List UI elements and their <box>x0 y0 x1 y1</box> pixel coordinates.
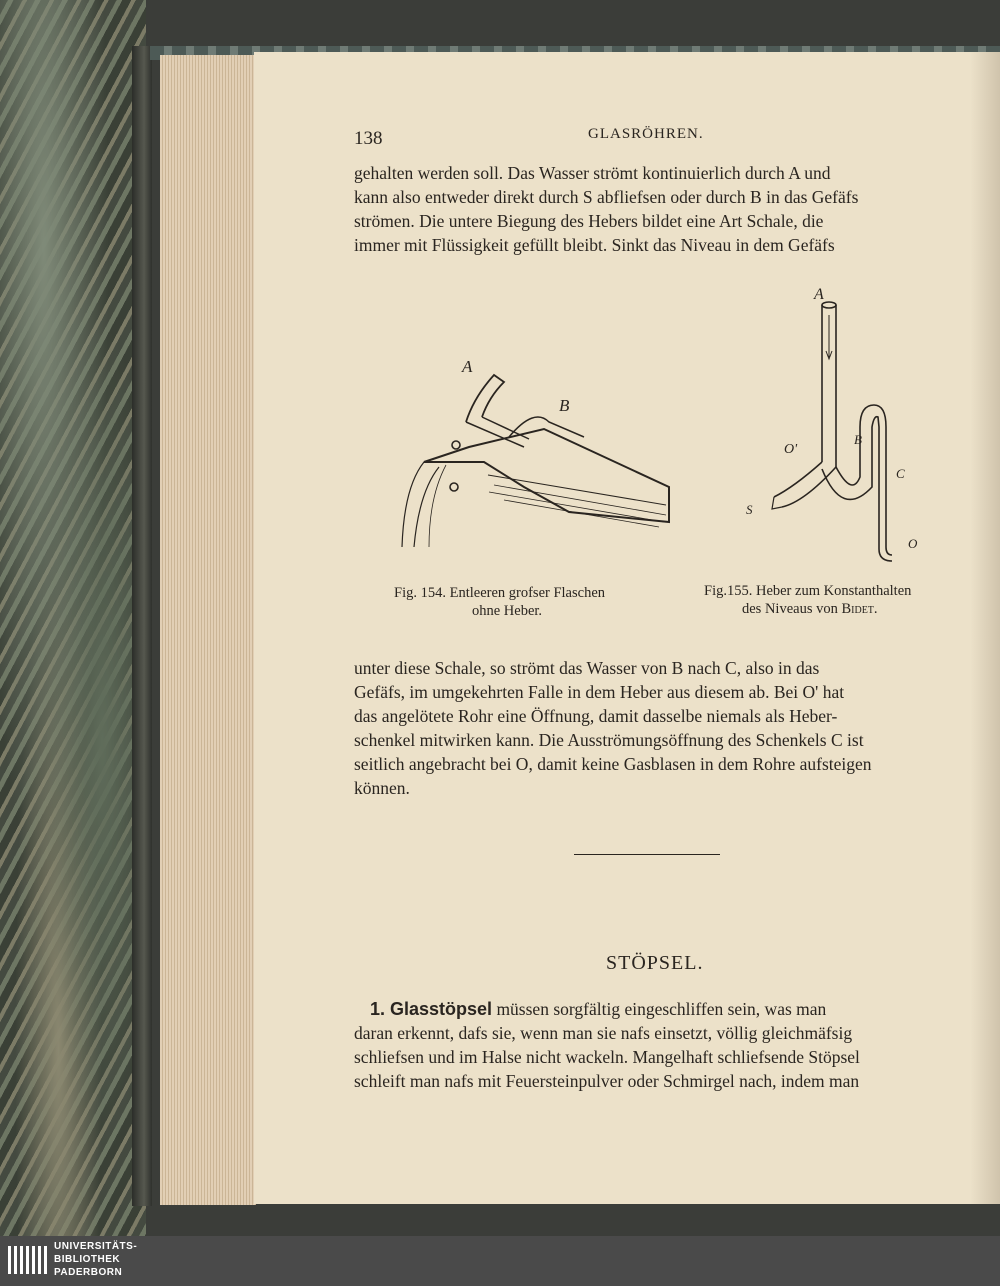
fig154-caption-line1: Fig. 154. Entleeren grofser Flaschen <box>394 585 606 601</box>
text-line: immer mit Flüssigkeit gefüllt bleibt. Sinkt das Niveau in dem Gefäfs <box>354 235 835 255</box>
fig155-label-b: B <box>854 432 862 447</box>
fig154-label-b: B <box>559 396 570 415</box>
text-line: seitlich angebracht bei O, damit keine Gasblasen in dem Rohre aufsteigen <box>354 754 872 774</box>
text-line: daran erkennt, dafs sie, wenn man sie nafs einsetzt, völlig gleichmäfsig <box>354 1023 853 1043</box>
text-line: strömen. Die untere Biegung des Hebers bildet eine Art Schale, die <box>354 211 824 231</box>
book-cover-edge <box>132 46 152 1206</box>
text-line: Gefäfs, im umgekehrten Falle in dem Heber aus diesem ab. Bei O' hat <box>354 682 845 702</box>
fig155-label-s: S <box>746 502 753 517</box>
fig155-label-o: O <box>908 536 918 551</box>
fig155-label-o-prime: O' <box>784 442 798 457</box>
footer-line: BIBLIOTHEK <box>54 1254 121 1265</box>
fig154-label-a: A <box>462 357 473 376</box>
section-divider <box>574 854 720 855</box>
page-edges <box>160 55 256 1205</box>
page-gutter-shadow <box>970 52 1000 1204</box>
text-line: schleift man nafs mit Feuersteinpulver oder Schmirgel nach, indem man <box>354 1071 860 1091</box>
marbled-endpaper <box>0 0 146 1236</box>
fig155-caption-line2: des Niveaus von Bidet. <box>742 601 878 617</box>
page-number: 138 <box>354 128 383 149</box>
text-line: schenkel mitwirken kann. Die Ausströmungsöffnung des Schenkels C ist <box>354 730 864 750</box>
fig155-caption-line1: Fig.155. Heber zum Konstanthalten <box>704 583 912 599</box>
running-head: GLASRÖHREN. <box>588 126 704 142</box>
footer-line: UNIVERSITÄTS- <box>54 1241 138 1252</box>
footer-line: PADERBORN <box>54 1267 123 1278</box>
subsection-title: 1. Glasstöpsel <box>370 999 493 1019</box>
text-line: können. <box>354 778 410 798</box>
fig155-label-c: C <box>896 466 905 481</box>
section-heading: STÖPSEL. <box>606 952 704 974</box>
figure-155-illustration <box>734 287 934 572</box>
figure-154-illustration <box>384 337 684 547</box>
book-page <box>254 52 1000 1204</box>
text-line: kann also entweder direkt durch S abfliefsen oder durch B in das Gefäfs <box>354 187 859 207</box>
text-line: unter diese Schale, so strömt das Wasser von B nach C, also in das <box>354 658 820 678</box>
fig155-label-a: A <box>814 286 824 303</box>
library-logo-icon <box>8 1242 50 1278</box>
text-line: 1. Glasstöpsel müssen sorgfältig eingeschliffen sein, was man <box>370 999 827 1019</box>
text-line: das angelötete Rohr eine Öffnung, damit dasselbe niemals als Heber- <box>354 706 838 726</box>
text-line: schliefsen und im Halse nicht wackeln. Mangelhaft schliefsende Stöpsel <box>354 1047 860 1067</box>
text-line: gehalten werden soll. Das Wasser strömt kontinuierlich durch A und <box>354 163 831 183</box>
fig154-caption-line2: ohne Heber. <box>472 603 543 619</box>
library-footer <box>0 1236 1000 1286</box>
